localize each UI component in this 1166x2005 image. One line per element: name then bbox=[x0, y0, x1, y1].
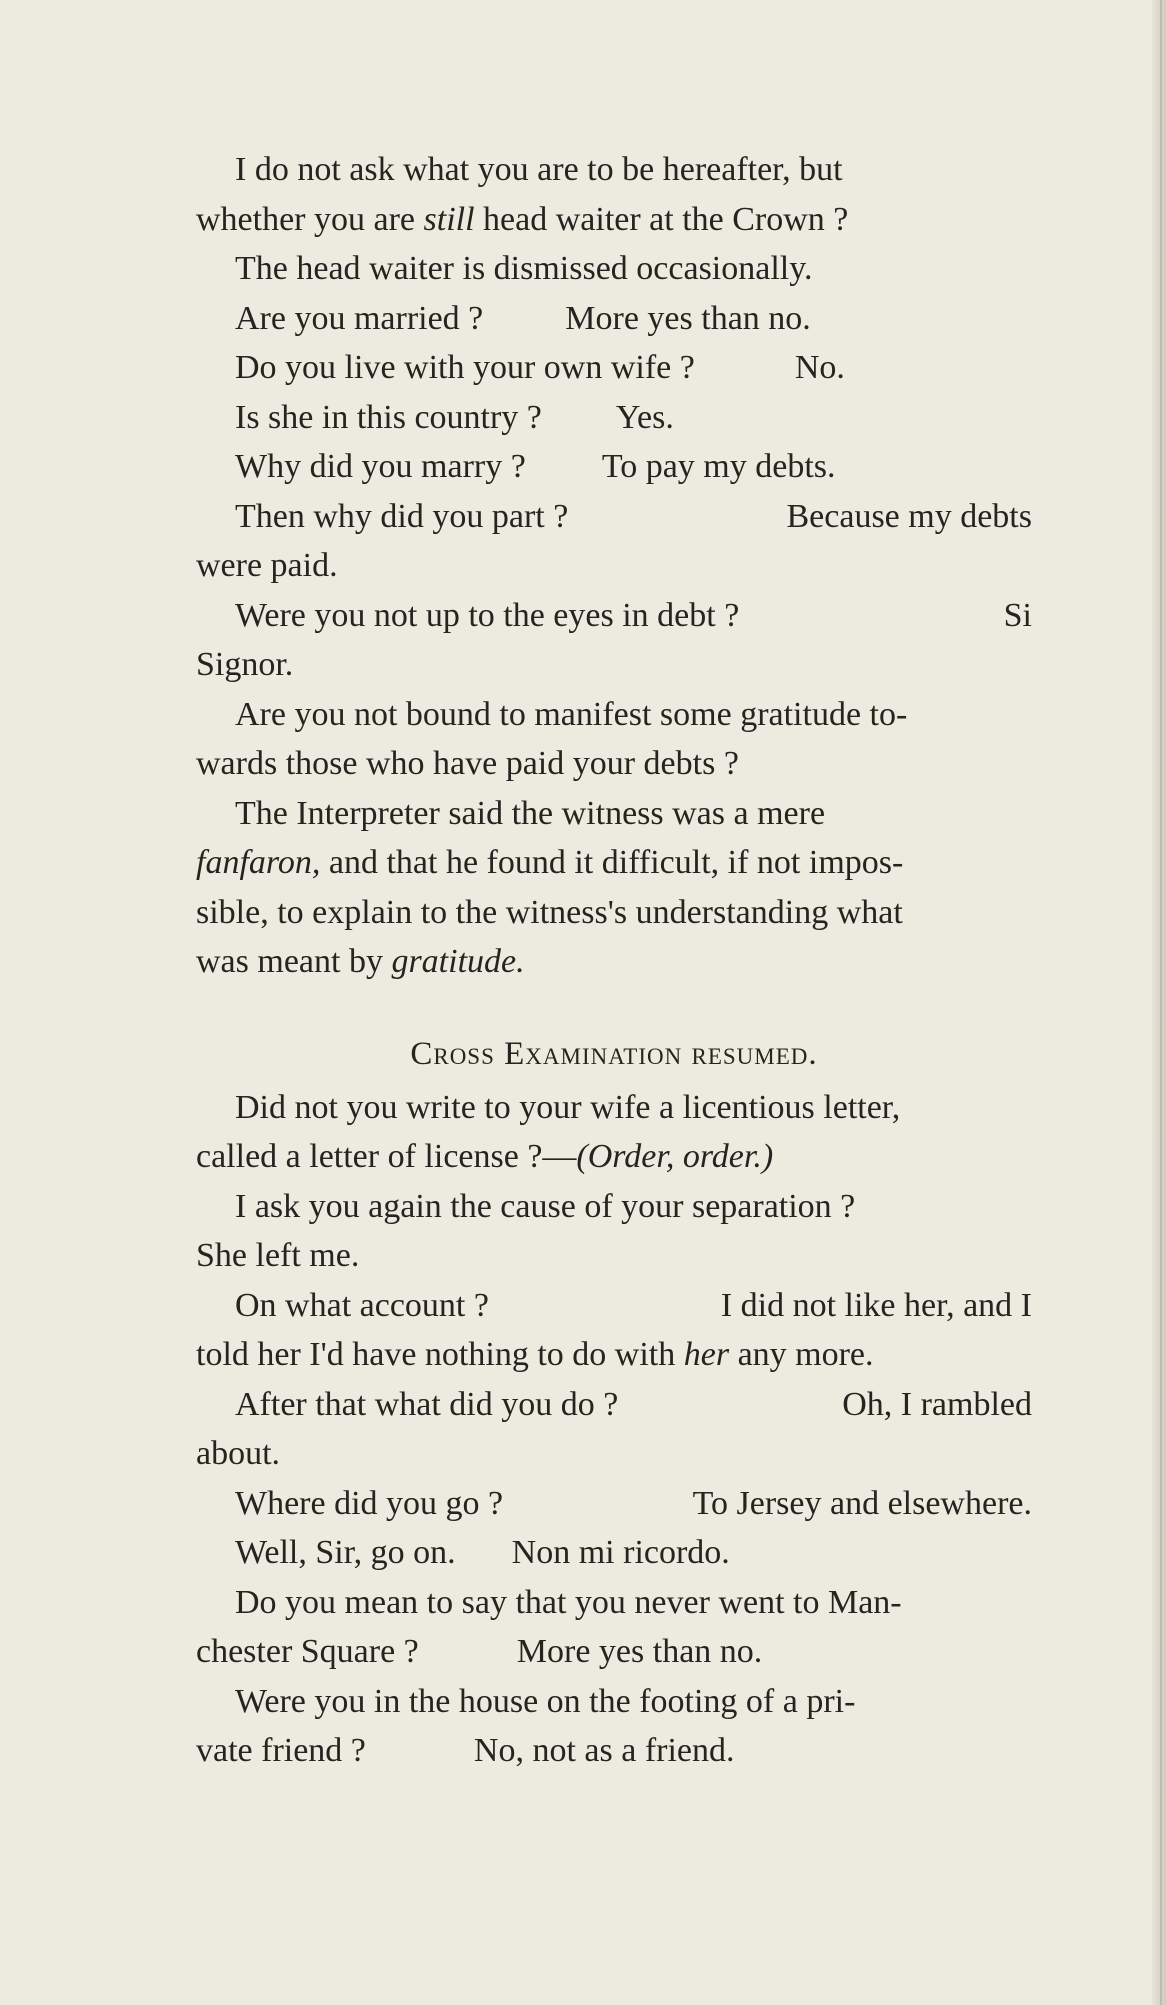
text-line: On what account ? I did not like her, and I bbox=[235, 1286, 1032, 1324]
text-line: I do not ask what you are to be hereafter, but bbox=[235, 151, 843, 188]
section-spacer bbox=[196, 987, 1032, 1025]
text-line: about. bbox=[196, 1435, 281, 1472]
text-line: Where did you go ? To Jersey and elsewhere. bbox=[235, 1484, 1032, 1522]
page-edge-line bbox=[1160, 0, 1162, 2005]
text-line: Why did you marry ? To pay my debts. bbox=[235, 448, 836, 485]
page-edge bbox=[1152, 0, 1166, 2005]
text-line: Well, Sir, go on. Non mi ricordo. bbox=[235, 1534, 730, 1571]
text-line: Then why did you part ? Because my debts bbox=[235, 497, 1032, 535]
text-line: were paid. bbox=[196, 547, 338, 584]
text-line: Were you in the house on the footing of a pri- bbox=[235, 1682, 856, 1720]
text-line: Signor. bbox=[196, 646, 294, 683]
text-line: chester Square ? More yes than no. bbox=[196, 1633, 763, 1670]
section-heading: Cross Examination resumed. bbox=[410, 1035, 818, 1072]
text-line: wards those who have paid your debts ? bbox=[196, 745, 739, 782]
emphasis: fanfaron, bbox=[196, 844, 321, 881]
text-line: She left me. bbox=[196, 1237, 360, 1274]
emphasis: her bbox=[683, 1336, 730, 1373]
text-line: was meant by gratitude. bbox=[196, 937, 1032, 987]
text-line: called a letter of license ?— (Order, order.) bbox=[196, 1132, 1032, 1182]
emphasis: (Order, order.) bbox=[576, 1138, 774, 1175]
text-line: After that what did you do ? Oh, I rambled bbox=[235, 1385, 1032, 1423]
text-line: vate friend ? No, not as a friend. bbox=[196, 1732, 735, 1769]
text-line: I ask you again the cause of your separation ? bbox=[235, 1187, 856, 1225]
text-line: fanfaron, and that he found it difficult, if not impos- bbox=[196, 838, 1032, 888]
text-line: whether you are still head waiter at the Crown ? bbox=[196, 195, 1032, 245]
emphasis: gratitude. bbox=[391, 943, 525, 980]
text-line: Do you live with your own wife ? No. bbox=[235, 349, 845, 386]
text-line: Are you married ? More yes than no. bbox=[235, 299, 811, 337]
text-line: Were you not up to the eyes in debt ? Si bbox=[235, 596, 1032, 634]
text-line: sible, to explain to the witness's understanding what bbox=[196, 893, 903, 931]
page-text bbox=[196, 145, 1032, 1776]
text-line: The Interpreter said the witness was a mere bbox=[235, 794, 826, 832]
text-line: Did not you write to your wife a licentious letter, bbox=[235, 1088, 901, 1126]
text-line: Are you not bound to manifest some gratitude to- bbox=[235, 695, 908, 733]
text-line: Is she in this country ? Yes. bbox=[235, 398, 674, 436]
text-line: Do you mean to say that you never went to Man- bbox=[235, 1583, 902, 1621]
text-line: The head waiter is dismissed occasionally. bbox=[235, 250, 813, 287]
text-line: told her I'd have nothing to do with her any more. bbox=[196, 1330, 1032, 1380]
emphasis: still bbox=[423, 200, 475, 238]
